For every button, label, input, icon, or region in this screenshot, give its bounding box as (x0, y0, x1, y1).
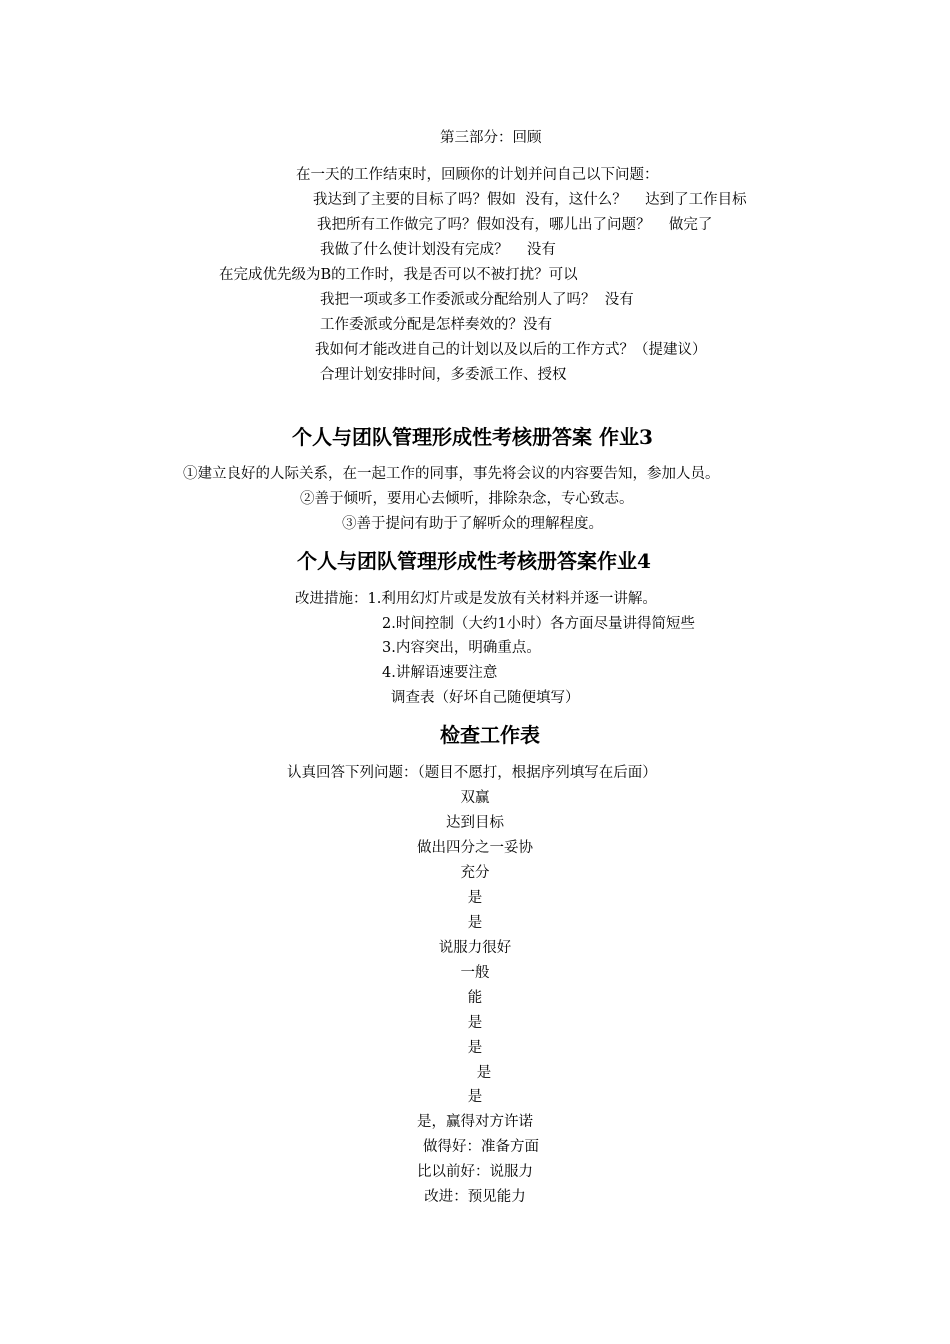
hw4-measure-2: 2.时间控制（大约1小时）各方面尽量讲得简短些 (382, 616, 696, 632)
review-question-8: 合理计划安排时间，多委派工作、授权 (320, 367, 567, 383)
hw4-measure-1: 改进措施：1.利用幻灯片或是发放有关材料并逐一讲解。 (295, 591, 657, 607)
checklist-intro: 认真回答下列问题：（题目不愿打，根据序列填写在后面） (287, 765, 657, 781)
review-question-7: 我如何才能改进自己的计划以及以后的工作方式？（提建议） (315, 342, 707, 358)
review-question-6: 工作委派或分配是怎样奏效的？没有 (320, 317, 552, 333)
checklist-answer: 比以前好：说服力 (417, 1164, 533, 1180)
part3-intro: 在一天的工作结束时，回顾你的计划并问自己以下问题： (296, 167, 659, 183)
checklist-answer: 是 (467, 1015, 483, 1031)
checklist-answer: 能 (467, 990, 483, 1006)
checklist-answer: 做出四分之一妥协 (417, 840, 533, 856)
checklist-answer: 充分 (460, 865, 490, 881)
checklist-answer: 是 (476, 1065, 492, 1081)
checklist-answer: 是 (467, 1040, 483, 1056)
checklist-answer: 改进：预见能力 (424, 1189, 526, 1205)
hw4-survey-note: 调查表（好坏自己随便填写） (391, 690, 580, 706)
checklist-answer: 达到目标 (446, 815, 504, 831)
hw4-title: 个人与团队管理形成性考核册答案作业4 (297, 549, 651, 573)
checklist-answer: 双赢 (460, 790, 490, 806)
hw3-item-3: ③善于提问有助于了解听众的理解程度。 (342, 516, 603, 532)
hw3-item-2: ②善于倾听，要用心去倾听，排除杂念，专心致志。 (300, 491, 634, 507)
review-question-2: 我把所有工作做完了吗？假如没有，哪儿出了问题？ 做完了 (317, 217, 713, 233)
review-question-5: 我把一项或多工作委派或分配给别人了吗？ 没有 (320, 292, 634, 308)
checklist-title: 检查工作表 (440, 723, 540, 747)
review-question-4: 在完成优先级为B的工作时，我是否可以不被打扰？可以 (219, 267, 578, 283)
part3-heading: 第三部分：回顾 (440, 130, 542, 146)
review-question-3: 我做了什么使计划没有完成？ 没有 (320, 242, 556, 258)
hw4-measure-3: 3.内容突出，明确重点。 (382, 640, 541, 656)
checklist-answer: 是，赢得对方许诺 (417, 1114, 533, 1130)
checklist-answer: 是 (467, 915, 483, 931)
review-question-1: 我达到了主要的目标了吗？假如 没有，这什么？ 达到了工作目标 (313, 192, 747, 208)
hw3-item-1: ①建立良好的人际关系，在一起工作的同事，事先将会议的内容要告知，参加人员。 (183, 466, 720, 482)
checklist-answer: 一般 (460, 965, 490, 981)
hw4-measure-4: 4.讲解语速要注意 (382, 665, 498, 681)
checklist-answer: 做得好：准备方面 (423, 1139, 539, 1155)
checklist-answer: 是 (467, 890, 483, 906)
checklist-answer: 是 (467, 1089, 483, 1105)
hw3-title: 个人与团队管理形成性考核册答案 作业3 (292, 425, 653, 449)
checklist-answer: 说服力很好 (438, 940, 512, 956)
